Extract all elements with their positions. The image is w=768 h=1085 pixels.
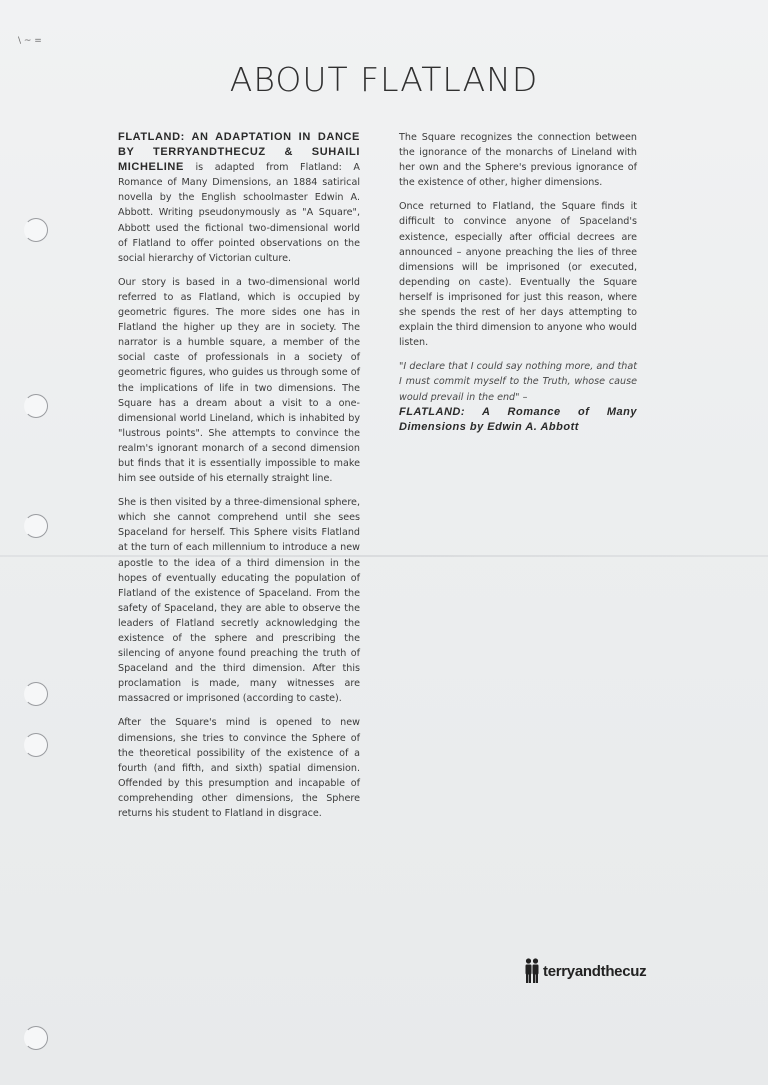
punch-hole bbox=[24, 218, 48, 242]
sphere-paragraph: She is then visited by a three-dimensional sphere, which she cannot comprehend until she sees Spaceland for herself. This Sphere visits Flatland at the turn of each millennium to introduce a new apostle to the idea of a third dimension in the hopes of eventually educating the population of Flatland of the existence of Spaceland. From the safety of Spaceland, they are able to observe the leaders of Flatland secretly acknowledging the existence of the sphere and prescribing the silencing of anyone found preaching the truth of Spaceland and the third dimension. After this proclamation is made, many witnesses are massacred or imprisoned (according to caste). bbox=[118, 497, 360, 705]
recognition-paragraph: The Square recognizes the connection between the ignorance of the monarchs of Lineland with her own and the Sphere's previous ignorance of the existence of other, higher dimensions. bbox=[399, 132, 637, 189]
paper-fold-line bbox=[0, 555, 768, 557]
punch-hole bbox=[24, 394, 48, 418]
punch-hole bbox=[24, 733, 48, 757]
logo-text: terryandthecuz bbox=[543, 962, 647, 980]
right-column bbox=[399, 130, 637, 444]
story-paragraph: Our story is based in a two-dimensional world referred to as Flatland, which is occupied by geometric figures. The more sides one has in Flatland the higher up they are in society. The narrator is a humble square, a member of the social caste of professionals in a society of geometric figures, who guides us through some of the implications of life in two dimensions. The Square has a dream about a visit to a one-dimensional world Lineland, which is inhabited by "lustrous points". She attempts to convince the realm's ignorant monarch of a second dimension but finds that it is essentially impossible to make him see outside of his eternally straight line. bbox=[118, 276, 360, 485]
return-paragraph: Once returned to Flatland, the Square finds it difficult to convince anyone of Spaceland's existence, especially after official decrees are announced – anyone preaching the lies of three dimensions will be imprisoned (or executed, depending on caste). Eventually the Square herself is imprisoned for just this reason, where she spends the rest of her days attempting to explain the third dimension to anyone who would listen. bbox=[399, 201, 637, 349]
corner-mark: \ ~ = bbox=[18, 36, 42, 46]
punch-hole bbox=[24, 514, 48, 538]
intro-body: is adapted from Flatland: A Romance of Many Dimensions, an 1884 satirical novella by the English schoolmaster Edwin A. Abbott. Writing pseudonymously as "A Square", Abbott used the fictional two-dimensional world of Flatland to offer pointed observations on the social hierarchy of Victorian culture. bbox=[118, 162, 360, 264]
quote-credit: FLATLAND: A Romance of Many Dimensions by Edwin A. Abbott bbox=[399, 405, 637, 433]
dimensions-paragraph: After the Square's mind is opened to new dimensions, she tries to convince the Sphere of the theoretical possibility of the existence of a fourth (and fifth, and sixth) spatial dimension. Offended by this presumption and incapable of comprehending other dimensions, the Sphere returns his student to Flatland in disgrace. bbox=[118, 717, 360, 820]
company-logo bbox=[524, 958, 646, 984]
intro-heading: FLATLAND: AN ADAPTATION IN DANCE BY TERRYANDTHECUZ & SUHAILI MICHELINE bbox=[118, 131, 360, 174]
intro-paragraph bbox=[118, 130, 360, 266]
two-figures-icon bbox=[524, 958, 540, 984]
quote-block bbox=[399, 359, 637, 434]
page-title: ABOUT FLATLAND bbox=[229, 60, 539, 99]
left-column bbox=[118, 130, 360, 830]
quote-text: "I declare that I could say nothing more, and that I must commit myself to the Truth, whose cause would prevail in the end" bbox=[399, 361, 637, 403]
quote-dash: – bbox=[519, 391, 528, 403]
punch-hole bbox=[24, 1026, 48, 1050]
punch-hole bbox=[24, 682, 48, 706]
